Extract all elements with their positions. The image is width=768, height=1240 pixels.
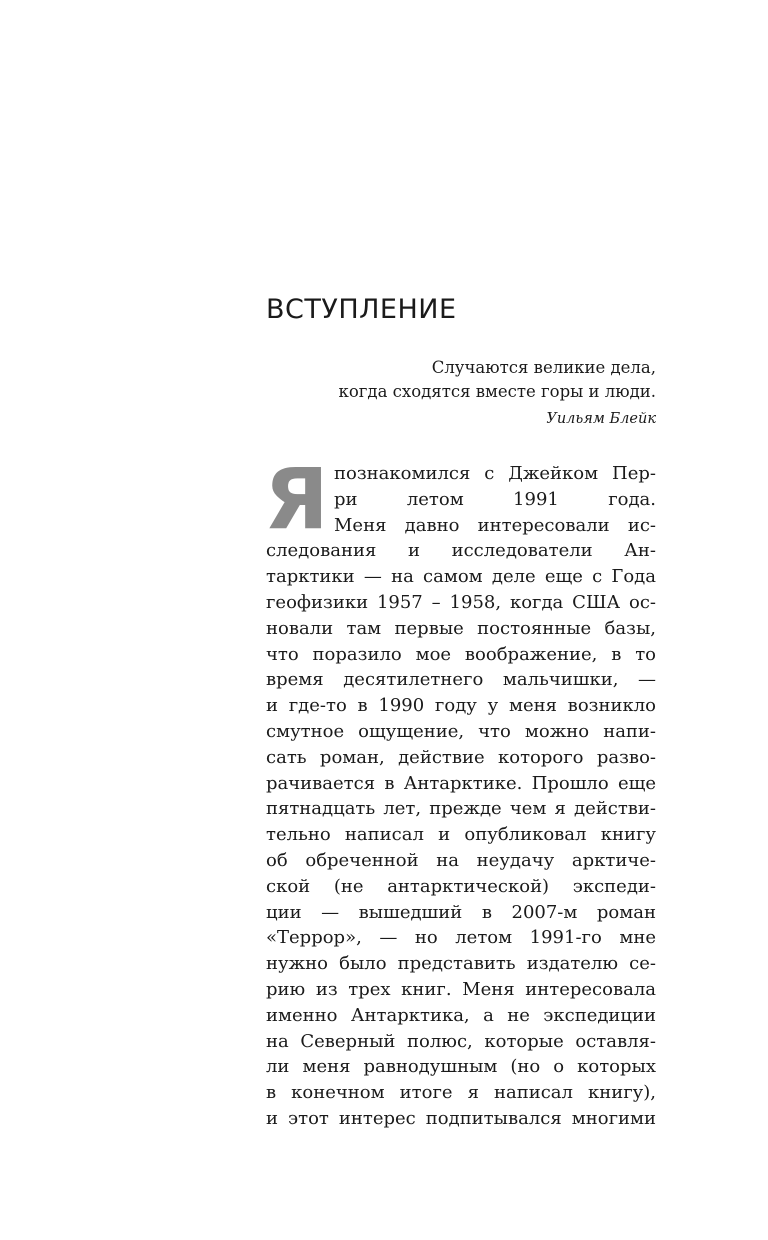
- text-line: рию из трех книг. Меня интересовала: [266, 978, 656, 1000]
- text-line: новали там первые постоянные базы,: [266, 617, 656, 639]
- text-line: ли меня равнодушным (но о которых: [266, 1056, 656, 1078]
- text-line: именно Антарктика, а не экспедиции: [266, 1004, 656, 1026]
- body-text: [264, 450, 656, 1132]
- text-line: пятнадцать лет, прежде чем я действи-: [266, 798, 656, 820]
- text-line: смутное ощущение, что можно напи-: [266, 720, 656, 742]
- text-line: и где-то в 1990 году у меня возникло: [266, 695, 656, 717]
- text-line: тарктики — на самом деле еще с Года: [266, 566, 656, 588]
- chapter-title: ВСТУПЛЕНИЕ: [266, 294, 457, 325]
- drop-cap: Я: [264, 450, 327, 548]
- text-line: Меня давно интересовали ис-: [334, 514, 656, 536]
- text-line: что поразило мое воображение, в то: [266, 643, 656, 665]
- text-line: время десятилетнего мальчишки, —: [266, 669, 656, 691]
- text-line: ции — вышедший в 2007-м роман: [266, 901, 656, 923]
- text-line: «Террор», — но летом 1991-го мне: [266, 927, 656, 949]
- text-line: сать роман, действие которого разво-: [266, 746, 656, 768]
- epigraph-line: когда сходятся вместе горы и люди.: [338, 382, 656, 401]
- epigraph-line: Случаются великие дела,: [431, 358, 656, 377]
- text-line: познакомился с Джейком Пер-: [334, 463, 656, 484]
- text-line: в конечном итоге я написал книгу),: [266, 1082, 656, 1104]
- text-line: на Северный полюс, которые оставля-: [266, 1030, 656, 1052]
- text-line: тельно написал и опубликовал книгу: [266, 824, 656, 846]
- text-line: следования и исследователи Ан-: [266, 540, 656, 562]
- epigraph-author: Уильям Блейк: [546, 411, 656, 427]
- text-line: об обреченной на неудачу арктиче-: [266, 849, 656, 871]
- text-line: рачивается в Антарктике. Прошло еще: [266, 772, 656, 794]
- text-line: ри летом 1991 года.: [334, 488, 656, 510]
- text-line: геофизики 1957 – 1958, когда США ос-: [266, 591, 656, 613]
- text-line: ской (не антарктической) экспеди-: [266, 875, 656, 897]
- text-line: и этот интерес подпитывался многими: [266, 1107, 656, 1129]
- text-line: нужно было представить издателю се-: [266, 953, 656, 975]
- epigraph: [300, 356, 656, 430]
